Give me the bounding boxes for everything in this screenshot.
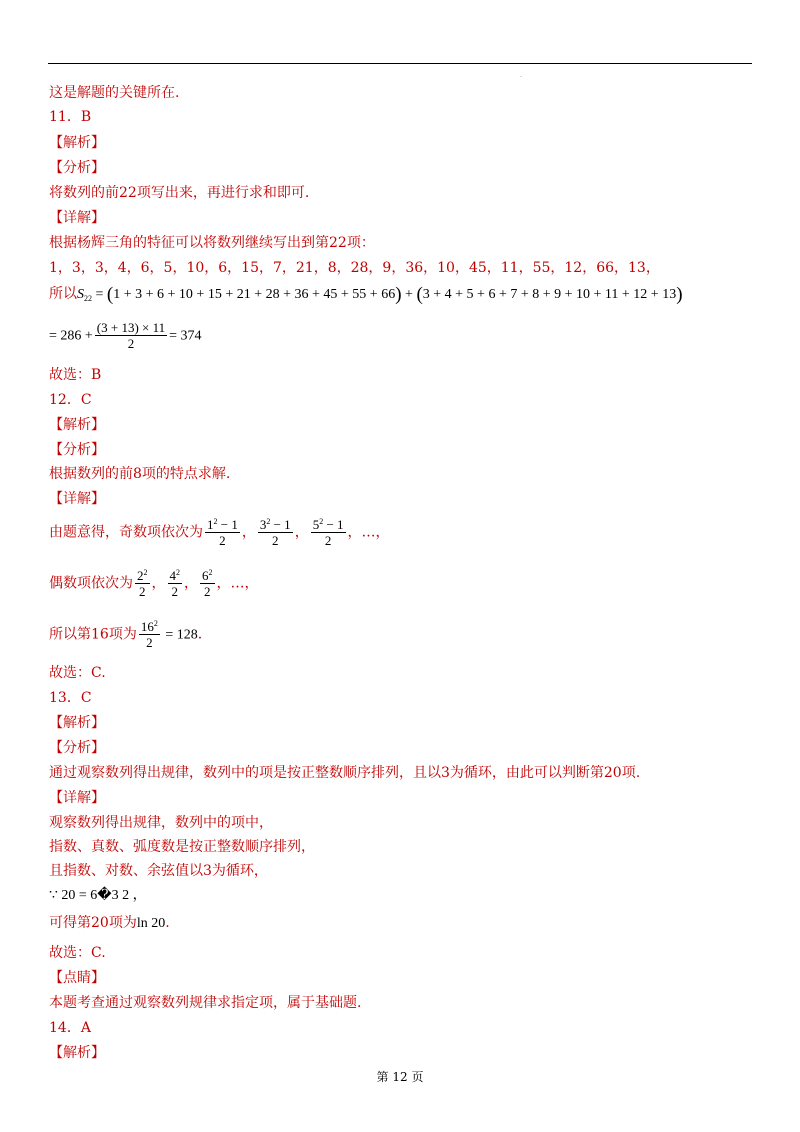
q11-sum-symbol: S	[77, 287, 84, 302]
q12-jiexi: 【解析】	[49, 417, 105, 433]
q12-even-frac-2: $\frac{4^2}{2}$	[169, 568, 180, 599]
q13-choice: 故选：C.	[49, 945, 106, 961]
q11-calc-left: = 286 +	[49, 328, 93, 344]
q13-since: ∵ 20 = 6�3 2 ，	[49, 888, 147, 903]
q14-answer: 14．A	[49, 1020, 91, 1036]
q11-fenxi: 【分析】	[49, 160, 105, 176]
q11-sum-line	[49, 285, 683, 304]
q13-answer: 13．C	[49, 690, 92, 706]
q11-calc-den: 2	[127, 336, 135, 351]
q13-term20-prefix: 可得第20项为	[49, 915, 137, 931]
q11-sum-eq: =	[92, 287, 107, 302]
q11-calc-num: (3 + 13) × 11	[96, 320, 166, 335]
q11-xiangjie: 【详解】	[49, 210, 105, 226]
q12-answer: 12．C	[49, 392, 92, 408]
q13-line1: 观察数列得出规律，数列中的项中，	[49, 815, 273, 831]
q12-choice: 故选：C.	[49, 665, 106, 681]
q13-term20-value: ln 20	[136, 916, 166, 931]
q12-term16-result: = 128	[161, 627, 198, 643]
q11-calc-fraction	[95, 320, 167, 351]
q11-sum-plus: +	[401, 287, 417, 302]
q12-even-prefix: 偶数项依次为	[49, 575, 133, 592]
header-dot: ·	[520, 74, 522, 81]
q12-even-line: 偶数项依次为 $\frac{2^2}{2}$ ， $\frac{4^2}{2}$ ， $\frac{6^2}{2}$ ，…，	[49, 568, 259, 599]
q13-line3: 且指数、对数、余弦值以3为循环，	[49, 863, 268, 879]
q11-sum-formula: $S_{22} = (1 + 3 + 6 + 10 + 15 + 21 + 28 + 36 + 45 + 55 + 66) + (3 + 4 + 5 + 6 + 7 + 8 + 9 + 10 + 11 + 12 + 13)$	[77, 284, 683, 305]
q12-odd-frac-1: $\frac{1^2 - 1}{2}$	[207, 517, 238, 548]
header-rule	[48, 63, 752, 64]
q11-sum-group2: 3 + 4 + 5 + 6 + 7 + 8 + 9 + 10 + 11 + 12 + 13	[422, 287, 677, 302]
q11-sequence: 1，3，3，4，6，5，10，6，15，7，21，8，28，9，36，10，45，11，55，12，66，13，	[49, 260, 660, 276]
q12-even-frac-3: $\frac{6^2}{2}$	[202, 568, 213, 599]
q11-sum-subscript: 22	[84, 294, 92, 303]
q11-answer: 11．B	[49, 109, 92, 125]
q11-sum-group1: 1 + 3 + 6 + 10 + 15 + 21 + 28 + 36 + 45 + 55 + 66	[113, 287, 396, 302]
q11-calc-right: = 374	[169, 328, 202, 344]
q11-jiexi: 【解析】	[49, 135, 105, 151]
q13-xiangjie: 【详解】	[49, 790, 105, 806]
q12-odd-prefix: 由题意得，奇数项依次为	[49, 524, 203, 541]
q13-jiexi: 【解析】	[49, 715, 105, 731]
q12-fenxi: 【分析】	[49, 442, 105, 458]
q12-xiangjie: 【详解】	[49, 491, 105, 507]
q12-term16-frac: $\frac{16^2}{2}$	[140, 619, 158, 650]
q12-odd-frac-3: $\frac{5^2 - 1}{2}$	[312, 517, 344, 548]
q13-line2: 指数、真数、弧度数是按正整数顺序排列，	[49, 839, 315, 855]
q13-dianjing: 【点睛】	[49, 970, 105, 986]
q11-sum-prefix: 所以	[49, 286, 77, 302]
q12-odd-line: 由题意得，奇数项依次为 $\frac{1^2 - 1}{2}$ ， $\frac{3^2 - 1}{2}$ ， $\frac{5^2 - 1}{2}$ ，…，	[49, 517, 390, 548]
q14-jiexi: 【解析】	[49, 1045, 105, 1061]
q13-fenxi-text: 通过观察数列得出规律，数列中的项是按正整数顺序排列，且以3为循环，由此可以判断第20项.	[49, 765, 641, 781]
q12-term16-prefix: 所以第16项为	[49, 626, 137, 643]
intro-line: 这是解题的关键所在.	[49, 85, 180, 101]
q13-dianjing-text: 本题考查通过观察数列规律求指定项，属于基础题.	[49, 995, 362, 1011]
q11-line1: 根据杨辉三角的特征可以将数列继续写出到第22项：	[49, 235, 375, 251]
page-footer: 第 12 页	[376, 1070, 424, 1084]
q11-calc-line	[49, 320, 202, 351]
q12-odd-frac-2: $\frac{3^2 - 1}{2}$	[259, 517, 291, 548]
q11-fenxi-text: 将数列的前22项写出来，再进行求和即可.	[49, 185, 310, 201]
q12-term16-line: 所以第16项为 $\frac{16^2}{2}$ = 128.	[49, 619, 203, 650]
q13-term20-line: 可得第20项为ln 20.	[49, 915, 170, 931]
q12-even-frac-1: $\frac{2^2}{2}$	[137, 568, 148, 599]
q11-choice: 故选：B	[49, 367, 102, 383]
q13-fenxi: 【分析】	[49, 740, 105, 756]
q12-fenxi-text: 根据数列的前8项的特点求解.	[49, 466, 231, 482]
